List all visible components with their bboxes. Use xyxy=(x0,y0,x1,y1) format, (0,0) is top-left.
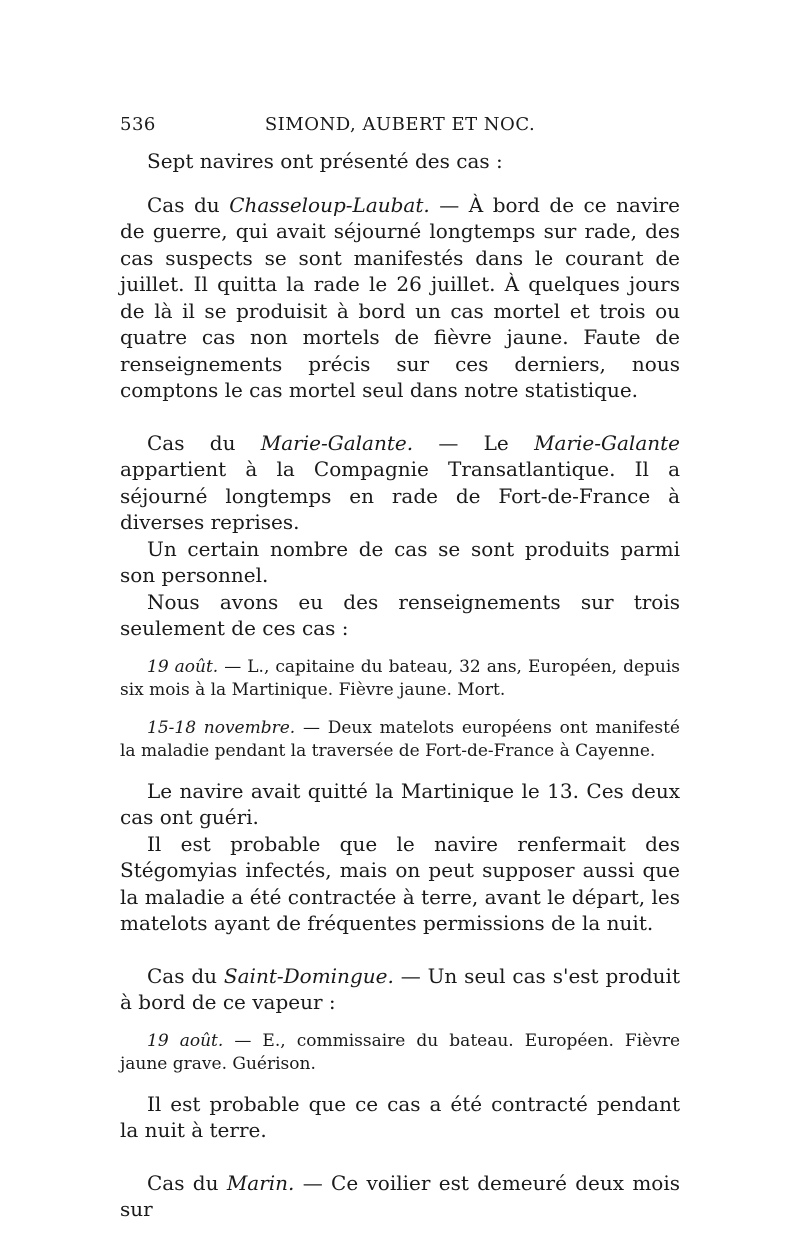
case-entry: 19 août. — E., commissaire du bateau. Européen. Fièvre jaune grave. Guérison. xyxy=(120,1030,681,1074)
case-date: 19 août. xyxy=(147,1030,224,1051)
paragraph-marie-galante: Cas du Marie-Galante. — Le Marie-Galante appartient à la Compagnie Transatlantique. Il a séjourné longtemps en rade de Fort-de-France à diverses reprises. xyxy=(120,430,680,534)
ship-name: Chasseloup-Laubat. xyxy=(229,192,430,217)
page-body xyxy=(120,148,680,1223)
case-date: 19 août. xyxy=(147,656,219,677)
ship-name: Marie-Galante. xyxy=(260,430,414,455)
ship-name: Marin. xyxy=(226,1170,295,1195)
case-entry: 19 août. — L., capitaine du bateau, 32 ans, Européen, depuis six mois à la Martinique. Fièvre jaune. Mort. xyxy=(120,656,681,700)
paragraph-contracte: Il est probable que ce cas a été contracté pendant la nuit à terre. xyxy=(120,1091,680,1142)
running-title: SIMOND, AUBERT ET NOC. xyxy=(264,114,536,135)
paragraph-chasseloup-laubat: Cas du Chasseloup-Laubat. — À bord de ce navire de guerre, qui avait séjourné longtemps sur rade, des cas suspects se sont manifestés dans le courant de juillet. Il quitta la rade le 26 juillet. À quelques jours de là il se produisit à bord un cas mortel et trois ou quatre cas non mortels de fièvre jaune. Faute de renseignements précis sur ces derniers, nous comptons le cas mortel seul dans notre statistique. xyxy=(120,192,680,402)
ship-name: Saint-Domingue. xyxy=(223,963,394,988)
page-number: 536 xyxy=(120,114,156,135)
paragraph-intro: Sept navires ont présenté des cas : xyxy=(147,149,503,173)
case-entry: 15-18 novembre. — Deux matelots européens ont manifesté la maladie pendant la traversée de Fort-de-France à Cayenne. xyxy=(120,717,680,761)
paragraph-stegomyias: Il est probable que le navire renfermait des Stégomyias infectés, mais on peut supposer aussi que la maladie a été contractée à terre, avant le départ, les matelots ayant de fréquentes permissions de la nuit. xyxy=(120,831,680,935)
case-date: 15-18 novembre. xyxy=(147,717,296,738)
paragraph-renseignements: Nous avons eu des renseignements sur trois seulement de ces cas : xyxy=(120,589,680,640)
paragraph-saint-domingue: Cas du Saint-Domingue. — Un seul cas s'est produit à bord de ce vapeur : xyxy=(120,963,680,1014)
paragraph-navire-quitte: Le navire avait quitté la Martinique le 13. Ces deux cas ont guéri. xyxy=(120,778,680,829)
page-header xyxy=(120,114,680,142)
paragraph-personnel: Un certain nombre de cas se sont produits parmi son personnel. xyxy=(120,536,680,587)
paragraph-marin: Cas du Marin. — Ce voilier est demeuré deux mois sur xyxy=(120,1170,681,1221)
ship-name: Marie-Galante xyxy=(534,430,680,455)
